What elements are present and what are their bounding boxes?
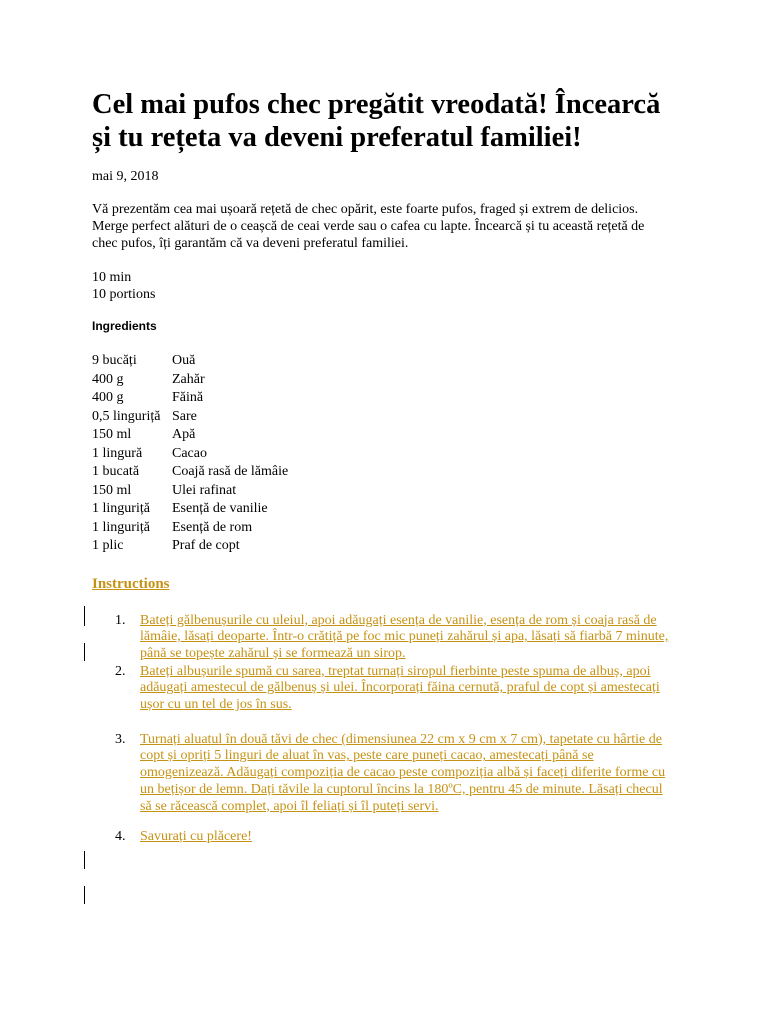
ingredient-qty: 1 linguriță [92,519,150,535]
step-number: 1. [115,612,126,628]
revision-bar [84,606,85,626]
step-link[interactable]: Savurați cu plăcere! [140,829,252,845]
ingredient-qty: 1 lingură [92,445,143,461]
step-link[interactable]: Bateți gălbenușurile cu uleiul, apoi adăugați esența de vanilie, esența de rom și coaja rasă de lămâie, lăsați deoparte. Într-o crătiță pe foc mic puneți zahărul și apa, lăsați să fiarbă 7 minute, până se topește zahărul și se formează un sirop. [140,612,669,661]
ingredient-qty: 150 ml [92,482,132,498]
instruction-step [92,664,672,714]
ingredient-name: Ouă [172,353,196,368]
ingredient-qty: 1 bucată [92,464,140,479]
ingredient-row [92,519,288,538]
ingredient-qty: 1 plic [92,538,124,553]
ingredient-qty: 1 linguriță [92,501,150,516]
publish-date: mai 9, 2018 [92,169,159,184]
instructions-heading[interactable]: Instructions [92,575,170,592]
recipe-title: Cel mai pufos chec pregătit vreodată! Încearcă și tu rețeta va deveni preferatul familiei! [92,89,661,153]
ingredient-name: Praf de copt [172,538,240,553]
ingredient-name: Sare [172,408,197,424]
ingredient-row [92,537,288,556]
recipe-intro: Vă prezentăm cea mai ușoară rețetă de chec opărit, este foarte pufos, fraged și extrem de delicios. Merge perfect alături de o ceașcă de ceai verde sau o cafea cu lapte. Încearcă și tu această rețetă de chec pufos, îți garantăm că va deveni preferatul familiei. [92,202,645,251]
portions-count: 10 portions [92,287,156,302]
ingredients-heading: Ingredients [92,319,157,333]
ingredient-qty: 0,5 linguriță [92,408,161,424]
recipe-meta [92,269,682,303]
ingredient-row [92,352,288,371]
ingredient-qty: 400 g [92,390,124,405]
instruction-step [92,732,672,816]
ingredient-row [92,463,288,482]
ingredient-name: Apă [172,427,196,442]
ingredient-name: Esență de vanilie [172,501,268,516]
ingredient-qty: 9 bucăți [92,353,137,368]
step-link[interactable]: Bateți albușurile spumă cu sarea, treptat turnați siropul fierbinte peste spuma de albuș, apoi adăugați amestecul de gălbenuș și ulei. Încorporați făina cernută, praful de copt și amestecați ușor cu un tel de jos în sus. [140,663,660,713]
ingredient-name: Cacao [172,445,207,461]
ingredient-row [92,482,288,501]
ingredient-row [92,445,288,464]
ingredient-row [92,371,288,390]
ingredient-name: Esență de rom [172,519,253,535]
step-link[interactable]: Turnați aluatul în două tăvi de chec (dimensiunea 22 cm x 9 cm x 7 cm), tapetate cu hârtie de copt și opriți 5 linguri de aluat în vas, peste care puneți cacao, amestecați până se omogenizează. Adăugați compoziția de cacao peste compoziția albă și faceți diferite forme cu un bețișor de lemn. Dați tăvile la cuptorul încins la 180ºC, pentru 45 de minute. Lăsați checul să se răcească complet, apoi îl feliați și îl puteți servi. [140,731,666,814]
ingredients-table [92,352,288,556]
revision-bar [84,851,85,869]
ingredient-name: Făină [172,390,204,405]
ingredient-row [92,408,288,427]
ingredient-name: Zahăr [172,371,205,387]
step-number: 3. [115,731,126,747]
instruction-step [92,829,672,846]
revision-bar [84,886,85,904]
ingredient-name: Ulei rafinat [172,482,237,498]
ingredient-row [92,500,288,519]
revision-bar [84,643,85,661]
ingredient-row [92,389,288,408]
step-number: 2. [115,663,126,679]
ingredient-name: Coajă rasă de lămâie [172,464,289,479]
ingredient-row [92,426,288,445]
ingredient-qty: 150 ml [92,427,132,442]
prep-time: 10 min [92,270,132,285]
ingredient-qty: 400 g [92,371,124,387]
instructions-list [92,613,682,846]
step-number: 4. [115,829,126,845]
instruction-step [92,613,672,663]
recipe-page [92,88,682,846]
